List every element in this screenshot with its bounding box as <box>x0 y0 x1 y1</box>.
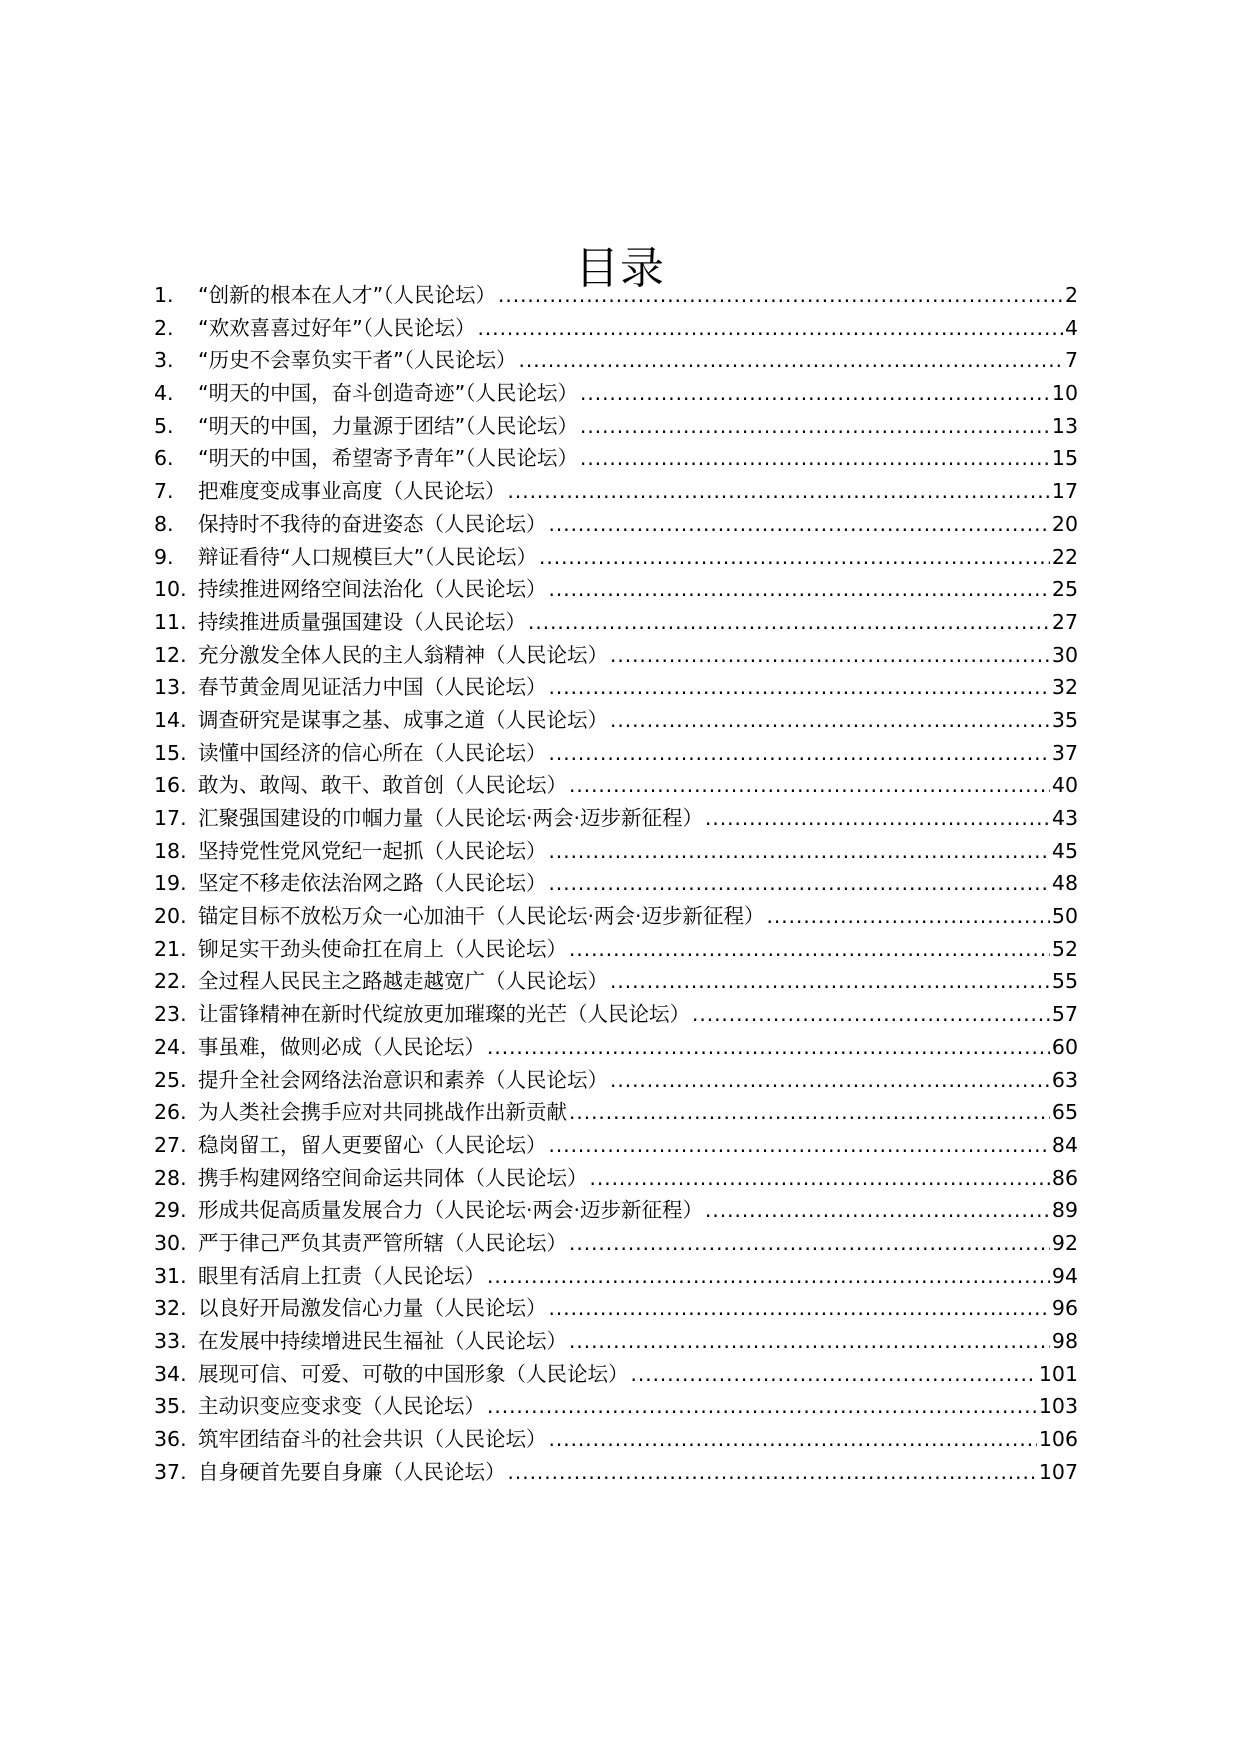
toc-dot-leader <box>569 1227 1050 1260</box>
toc-dot-leader <box>478 312 1063 345</box>
toc-entry-title: 春节黄金周见证活力中国（人民论坛） <box>198 675 547 700</box>
toc-dot-leader <box>767 900 1050 933</box>
toc-entry-title: 辩证看待“人口规模巨大”（人民论坛） <box>198 544 537 569</box>
toc-entry[interactable] <box>154 573 1078 606</box>
toc-dot-leader <box>549 1423 1037 1456</box>
toc-page-number: 4 <box>1064 315 1078 340</box>
toc-dot-leader <box>549 573 1050 606</box>
toc-entry[interactable] <box>154 606 1078 639</box>
toc-entry-title: 铆足实干劲头使命扛在肩上（人民论坛） <box>198 936 567 961</box>
toc-entry-number: 7. <box>154 479 174 504</box>
toc-page-number: 17 <box>1051 479 1078 504</box>
toc-entry[interactable] <box>154 508 1078 541</box>
toc-dot-leader <box>569 933 1050 966</box>
toc-dot-leader <box>549 737 1050 770</box>
toc-page-number: 32 <box>1051 675 1078 700</box>
toc-entry-number: 16. <box>154 773 187 798</box>
toc-dot-leader <box>549 1292 1050 1325</box>
toc-entry[interactable] <box>154 933 1078 966</box>
toc-entry-title: 形成共促高质量发展合力（人民论坛·两会·迈步新征程） <box>198 1198 704 1223</box>
toc-entry[interactable] <box>154 1129 1078 1162</box>
toc-entry-number: 31. <box>154 1263 187 1288</box>
toc-page-number: 22 <box>1051 544 1078 569</box>
toc-entry-number: 4. <box>154 381 174 406</box>
toc-dot-leader <box>610 965 1050 998</box>
toc-entry-number: 3. <box>154 348 174 373</box>
toc-entry[interactable] <box>154 1423 1078 1456</box>
toc-entry-title: 事虽难，做则必成（人民论坛） <box>198 1034 485 1059</box>
toc-entry-title: “创新的根本在人才”（人民论坛） <box>198 283 496 307</box>
toc-entry-title: 提升全社会网络法治意识和素养（人民论坛） <box>198 1067 608 1092</box>
toc-entry[interactable] <box>154 279 1078 312</box>
toc-entry-title: 以良好开局激发信心力量（人民论坛） <box>198 1296 547 1321</box>
toc-entry[interactable] <box>154 1031 1078 1064</box>
toc-entry-number: 5. <box>154 413 174 438</box>
toc-dot-leader <box>569 1096 1050 1129</box>
toc-entry[interactable] <box>154 1358 1078 1391</box>
toc-page-number: 37 <box>1051 740 1078 765</box>
toc-entry-title: 保持时不我待的奋进姿态（人民论坛） <box>198 511 547 536</box>
toc-page-number: 27 <box>1051 609 1078 634</box>
toc-entry-title: 稳岗留工，留人更要留心（人民论坛） <box>198 1132 547 1157</box>
toc-entry-number: 36. <box>154 1427 187 1452</box>
toc-entry[interactable] <box>154 541 1078 574</box>
toc-page-number: 65 <box>1051 1100 1078 1125</box>
toc-entry[interactable] <box>154 377 1078 410</box>
toc-entry-title: “历史不会辜负实干者”（人民论坛） <box>198 348 517 373</box>
toc-entry-title: 眼里有活肩上扛责（人民论坛） <box>198 1263 485 1288</box>
toc-entry-number: 17. <box>154 806 187 830</box>
toc-entry-number: 22. <box>154 969 187 994</box>
toc-entry-number: 23. <box>154 1002 187 1027</box>
toc-page-number: 10 <box>1051 381 1078 406</box>
toc-dot-leader <box>610 1064 1050 1097</box>
toc-entry-title: “明天的中国，力量源于团结”（人民论坛） <box>198 413 578 438</box>
toc-dot-leader <box>692 998 1050 1031</box>
toc-entry-number: 2. <box>154 315 174 340</box>
toc-entry[interactable] <box>154 965 1078 998</box>
toc-page-number: 35 <box>1051 707 1078 732</box>
toc-entry-number: 21. <box>154 936 187 961</box>
toc-entry-title: 展现可信、可爱、可敬的中国形象（人民论坛） <box>198 1361 629 1386</box>
toc-page-number: 98 <box>1051 1329 1078 1353</box>
toc-entry-number: 26. <box>154 1100 187 1125</box>
toc-dot-leader <box>610 639 1050 672</box>
toc-entry-number: 24. <box>154 1034 187 1059</box>
toc-entry[interactable] <box>154 639 1078 672</box>
toc-entry-number: 29. <box>154 1198 187 1223</box>
toc-page-number: 43 <box>1051 806 1078 830</box>
toc-page-number: 101 <box>1038 1361 1078 1386</box>
toc-dot-leader <box>549 508 1050 541</box>
toc-entry[interactable] <box>154 998 1078 1031</box>
toc-page-number: 48 <box>1051 871 1078 896</box>
toc-entry[interactable] <box>154 900 1078 933</box>
toc-dot-leader <box>705 802 1050 835</box>
toc-entry-title: 坚持党性党风党纪一起抓（人民论坛） <box>198 838 547 863</box>
toc-entry-number: 1. <box>154 283 174 307</box>
toc-entry[interactable] <box>154 671 1078 704</box>
toc-entry-title: 读懂中国经济的信心所在（人民论坛） <box>198 740 547 765</box>
toc-dot-leader <box>569 1325 1050 1358</box>
toc-dot-leader <box>590 1162 1050 1195</box>
toc-page-number: 89 <box>1051 1198 1078 1223</box>
toc-entry-title: 为人类社会携手应对共同挑战作出新贡献 <box>198 1100 567 1125</box>
toc-entry-number: 9. <box>154 544 174 569</box>
toc-entry[interactable] <box>154 1227 1078 1260</box>
toc-entry[interactable] <box>154 769 1078 802</box>
toc-page-number: 96 <box>1051 1296 1078 1321</box>
toc-dot-leader <box>498 279 1063 312</box>
toc-entry-title: 持续推进质量强国建设（人民论坛） <box>198 609 526 634</box>
toc-dot-leader <box>549 671 1050 704</box>
toc-entry-title: “欢欢喜喜过好年”（人民论坛） <box>198 315 476 340</box>
toc-entry-number: 33. <box>154 1329 187 1353</box>
toc-entry[interactable] <box>154 1390 1078 1423</box>
toc-entry-number: 18. <box>154 838 187 863</box>
toc-entry-title: 自身硬首先要自身廉（人民论坛） <box>198 1459 506 1484</box>
toc-entry[interactable] <box>154 1194 1078 1227</box>
toc-entry-title: 在发展中持续增进民生福祉（人民论坛） <box>198 1329 567 1353</box>
toc-entry-title: 持续推进网络空间法治化（人民论坛） <box>198 577 547 602</box>
toc-entry-title: 汇聚强国建设的巾帼力量（人民论坛·两会·迈步新征程） <box>198 806 704 830</box>
toc-dot-leader <box>549 1129 1050 1162</box>
toc-entry-number: 35. <box>154 1394 187 1419</box>
toc-entry[interactable] <box>154 410 1078 443</box>
toc-page-number: 94 <box>1051 1263 1078 1288</box>
toc-entry-title: “明天的中国，希望寄予青年”（人民论坛） <box>198 446 578 471</box>
toc-entry-number: 10. <box>154 577 187 602</box>
toc-page-number: 20 <box>1051 511 1078 536</box>
toc-entry[interactable] <box>154 1162 1078 1195</box>
toc-dot-leader <box>631 1358 1037 1391</box>
toc-entry-title: 锚定目标不放松万众一心加油干（人民论坛·两会·迈步新征程） <box>198 904 765 929</box>
toc-dot-leader <box>580 377 1050 410</box>
toc-dot-leader <box>580 442 1050 475</box>
toc-dot-leader <box>487 1390 1037 1423</box>
toc-dot-leader <box>487 1260 1050 1293</box>
toc-entry-number: 13. <box>154 675 187 700</box>
toc-entry-number: 37. <box>154 1459 187 1484</box>
toc-page-number: 57 <box>1051 1002 1078 1027</box>
toc-entry-number: 11. <box>154 609 187 634</box>
toc-entry-number: 15. <box>154 740 187 765</box>
toc-entry[interactable] <box>154 704 1078 737</box>
toc-entry[interactable] <box>154 442 1078 475</box>
toc-entry-title: 携手构建网络空间命运共同体（人民论坛） <box>198 1165 588 1190</box>
toc-page-number: 30 <box>1051 642 1078 667</box>
toc-entry-number: 25. <box>154 1067 187 1092</box>
toc-page-number: 45 <box>1051 838 1078 863</box>
toc-dot-leader <box>610 704 1050 737</box>
toc-page-number: 106 <box>1038 1427 1078 1452</box>
toc-entry-number: 27. <box>154 1132 187 1157</box>
toc-page-number: 86 <box>1051 1165 1078 1190</box>
toc-dot-leader <box>569 769 1050 802</box>
toc-page-number: 13 <box>1051 413 1078 438</box>
toc-entry[interactable] <box>154 835 1078 868</box>
toc-page-number: 107 <box>1038 1459 1078 1484</box>
toc-page-number: 7 <box>1064 348 1078 373</box>
toc-entry-number: 34. <box>154 1361 187 1386</box>
toc-entry-number: 20. <box>154 904 187 929</box>
toc-page-number: 25 <box>1051 577 1078 602</box>
toc-entry-title: 把难度变成事业高度（人民论坛） <box>198 479 506 504</box>
toc-entry-number: 14. <box>154 707 187 732</box>
toc-dot-leader <box>549 867 1050 900</box>
toc-page-number: 55 <box>1051 969 1078 994</box>
toc-entry[interactable] <box>154 344 1078 377</box>
toc-entry-title: 全过程人民民主之路越走越宽广（人民论坛） <box>198 969 608 994</box>
toc-entry[interactable] <box>154 1456 1078 1489</box>
toc-entry[interactable] <box>154 475 1078 508</box>
toc-entry[interactable] <box>154 802 1078 835</box>
toc-entry-title: 主动识变应变求变（人民论坛） <box>198 1394 485 1419</box>
toc-entry-title: 充分激发全体人民的主人翁精神（人民论坛） <box>198 642 608 667</box>
toc-page-number: 60 <box>1051 1034 1078 1059</box>
toc-entry[interactable] <box>154 737 1078 770</box>
toc-dot-leader <box>549 835 1050 868</box>
toc-entry-number: 8. <box>154 511 174 536</box>
toc-entry[interactable] <box>154 867 1078 900</box>
toc-dot-leader <box>508 1456 1037 1489</box>
toc-entry[interactable] <box>154 1292 1078 1325</box>
toc-entry-title: 坚定不移走依法治网之路（人民论坛） <box>198 871 547 896</box>
toc-page-number: 50 <box>1051 904 1078 929</box>
toc-entry-title: 调查研究是谋事之基、成事之道（人民论坛） <box>198 707 608 732</box>
toc-entry[interactable] <box>154 1064 1078 1097</box>
toc-entry-number: 32. <box>154 1296 187 1321</box>
toc-entry[interactable] <box>154 312 1078 345</box>
toc-entry-title: 严于律己严负其责严管所辖（人民论坛） <box>198 1230 567 1255</box>
table-of-contents <box>154 279 1078 1488</box>
toc-page-number: 52 <box>1051 936 1078 961</box>
toc-entry-number: 12. <box>154 642 187 667</box>
toc-page-number: 92 <box>1051 1230 1078 1255</box>
toc-entry-number: 19. <box>154 871 187 896</box>
toc-page-number: 103 <box>1038 1394 1078 1419</box>
toc-entry-title: 筑牢团结奋斗的社会共识（人民论坛） <box>198 1427 547 1452</box>
toc-dot-leader <box>539 541 1050 574</box>
toc-entry-title: “明天的中国，奋斗创造奇迹”（人民论坛） <box>198 381 578 406</box>
toc-dot-leader <box>519 344 1063 377</box>
toc-dot-leader <box>528 606 1050 639</box>
toc-entry[interactable] <box>154 1325 1078 1358</box>
toc-entry[interactable] <box>154 1260 1078 1293</box>
toc-page-number: 2 <box>1064 283 1078 307</box>
toc-dot-leader <box>580 410 1050 443</box>
toc-page-number: 84 <box>1051 1132 1078 1157</box>
toc-entry-number: 30. <box>154 1230 187 1255</box>
toc-dot-leader <box>487 1031 1050 1064</box>
toc-page-number: 40 <box>1051 773 1078 798</box>
toc-dot-leader <box>508 475 1050 508</box>
toc-entry[interactable] <box>154 1096 1078 1129</box>
toc-entry-number: 28. <box>154 1165 187 1190</box>
toc-entry-title: 让雷锋精神在新时代绽放更加璀璨的光芒（人民论坛） <box>198 1002 690 1027</box>
page-title: 目录 <box>575 243 665 295</box>
toc-page-number: 15 <box>1051 446 1078 471</box>
toc-entry-title: 敢为、敢闯、敢干、敢首创（人民论坛） <box>198 773 567 798</box>
toc-entry-number: 6. <box>154 446 174 471</box>
toc-dot-leader <box>705 1194 1050 1227</box>
toc-page-number: 63 <box>1051 1067 1078 1092</box>
